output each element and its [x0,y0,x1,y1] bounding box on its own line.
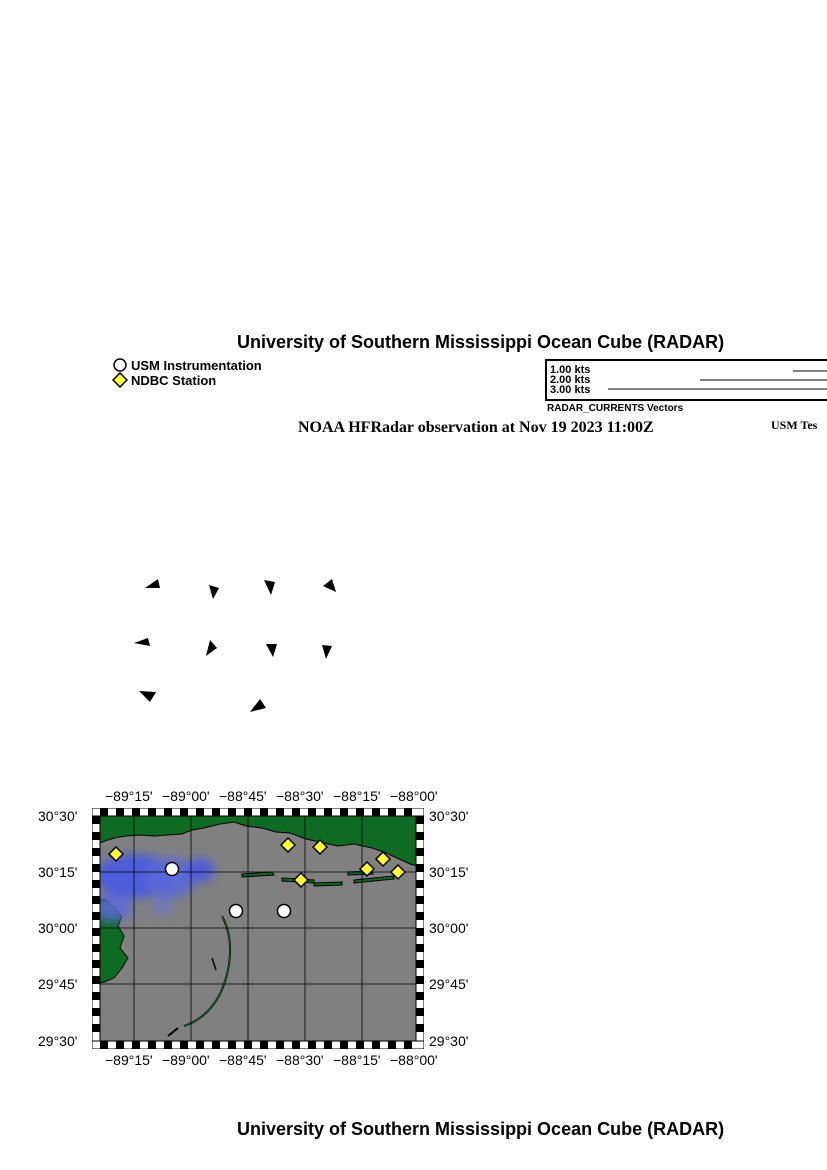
y-tick-right: 30°00' [429,920,469,936]
x-tick-top: −89°00' [162,788,210,804]
y-tick-left: 30°30' [38,808,78,824]
vector-scale-box [545,359,827,401]
y-tick-right: 30°15' [429,864,469,880]
current-vector-arrow [323,579,336,592]
white-circle-icon [112,357,128,373]
x-tick-bottom: −88°45' [219,1052,267,1068]
y-tick-left: 29°30' [38,1033,78,1049]
current-vector-arrow [322,645,332,659]
x-tick-bottom: −89°00' [162,1052,210,1068]
usm-instrument-marker [278,905,291,918]
observation-subtitle: NOAA HFRadar observation at Nov 19 2023 11:00Z [298,419,654,436]
y-tick-right: 29°30' [429,1033,469,1049]
x-tick-top: −89°15' [105,788,153,804]
yellow-diamond-icon [112,372,128,388]
x-tick-top: −88°30' [276,788,324,804]
current-vector-arrow [206,640,217,656]
scale-label-1: 1.00 kts [550,364,591,376]
footer-title: University of Southern Mississippi Ocean Cube (RADAR) [237,1119,725,1139]
current-vector-arrow [250,699,266,712]
x-tick-bottom: −89°15' [105,1052,153,1068]
x-tick-top: −88°00' [390,788,438,804]
gulf-coast-map [92,808,424,1049]
current-vectors-panel [0,560,400,730]
legend-label-usm: USM Instrumentation [131,357,262,373]
y-tick-right: 30°30' [429,808,469,824]
current-vector-arrow [139,691,156,702]
vector-scale-caption: RADAR_CURRENTS Vectors [547,403,684,414]
y-tick-right: 29°45' [429,976,469,992]
current-vector-arrow [145,579,160,588]
x-tick-top: −88°15' [333,788,381,804]
current-vector-arrow [266,644,277,657]
legend-label-ndbc: NDBC Station [131,372,217,388]
x-tick-bottom: −88°15' [333,1052,381,1068]
y-tick-left: 30°00' [38,920,78,936]
usm-instrument-marker [166,863,179,876]
x-tick-top: −88°45' [219,788,267,804]
x-tick-bottom: −88°30' [276,1052,324,1068]
y-tick-left: 29°45' [38,976,78,992]
scale-label-2: 2.00 kts [550,374,591,386]
scale-label-3: 3.00 kts [550,384,591,396]
legend-item-ndbc [112,372,262,388]
usm-instrument-marker [230,905,243,918]
scale-vector-lines [547,361,827,399]
y-tick-left: 30°15' [38,864,78,880]
current-vector-arrow [134,638,150,646]
current-vector-arrow [264,580,275,595]
page-title: University of Southern Mississippi Ocean Cube (RADAR) [237,332,725,352]
corner-label: USM Tes [771,418,818,432]
map-legend [112,357,262,388]
current-vector-arrow [209,585,219,599]
x-tick-bottom: −88°00' [390,1052,438,1068]
legend-item-usm [112,357,262,373]
